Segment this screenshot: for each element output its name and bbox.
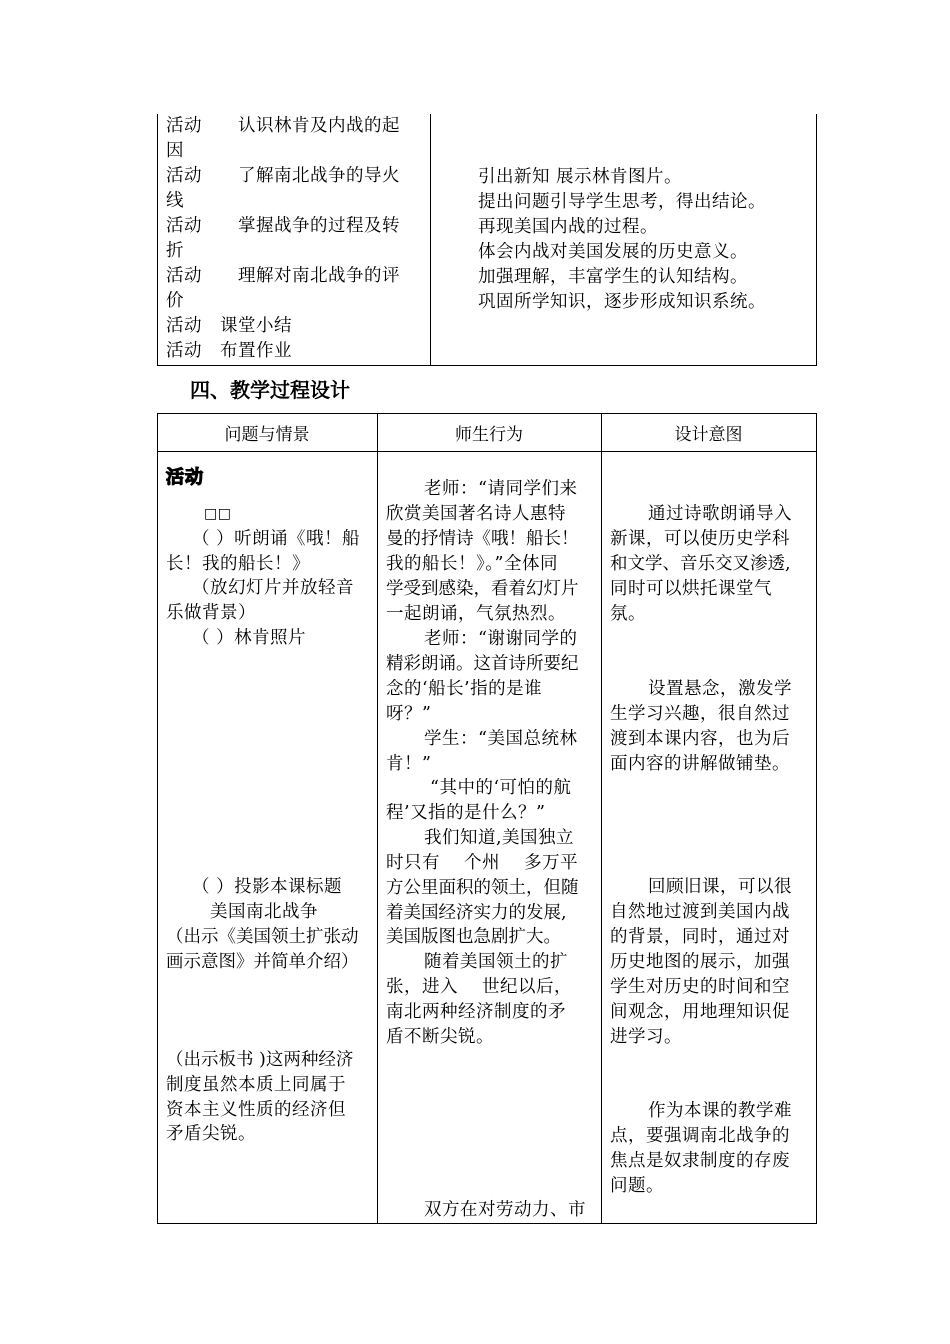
top-table-border-left — [157, 114, 158, 365]
top-right-line: 引出新知 展示林肯图片。 — [478, 167, 683, 187]
col2-line: 学受到感染，看着幻灯片 — [386, 579, 579, 599]
top-right-line: 加强理解，丰富学生的认知结构。 — [478, 267, 748, 287]
col2-line: 盾不断尖锐。 — [386, 1027, 494, 1047]
col2-line: 呀？” — [386, 704, 432, 724]
col2-line: 学生：“美国总统林 — [424, 729, 578, 749]
section-title: 四、教学过程设计 — [190, 378, 350, 402]
col2-line: 着美国经济实力的发展, — [386, 903, 567, 923]
header-intent: 设计意图 — [674, 425, 743, 445]
col3-line: 的背景，同时，通过对 — [610, 927, 790, 947]
col2-line: 时只有 个州 多万平 — [386, 853, 579, 873]
col2-line: 老师：“谢谢同学的 — [424, 629, 578, 649]
col2-line: 曼的抒情诗《哦！船长！ — [386, 529, 579, 549]
col2-line: 双方在对劳动力、市 — [424, 1200, 586, 1220]
col1-line: （放幻灯片并放轻音 — [192, 578, 354, 598]
col2-line: 张，进入 世纪以后， — [386, 977, 573, 997]
col1-line: （ ）投影本课标题 — [192, 877, 343, 897]
col3-line: 和文学、音乐交叉渗透, — [610, 554, 791, 574]
header-behaviors: 师生行为 — [455, 425, 523, 445]
top-left-line: 线 — [166, 191, 184, 211]
top-left-line: 折 — [166, 241, 184, 261]
col2-line: 我们知道,美国独立 — [424, 828, 575, 848]
top-right-line: 巩固所学知识，逐步形成知识系统。 — [478, 292, 766, 312]
process-table-header-divider — [157, 451, 817, 452]
col3-line: 面内容的讲解做铺垫。 — [610, 754, 790, 774]
col3-line: 同时可以烘托课堂气 — [610, 579, 772, 599]
col3-line: 生学习兴趣，很自然过 — [610, 704, 790, 724]
col3-line: 新课，可以使历史学科 — [610, 529, 790, 549]
col2-line: 欣赏美国著名诗人惠特 — [386, 504, 566, 524]
col1-line: 长！我的船长！》 — [166, 554, 310, 574]
col2-line: 一起朗诵，气氛热烈。 — [386, 604, 566, 624]
col3-line: 渡到本课内容，也为后 — [610, 729, 790, 749]
col2-line: 方公里面积的领土，但随 — [386, 878, 579, 898]
top-left-line: 价 — [166, 291, 184, 311]
col2-line: 程’又指的是什么？” — [386, 803, 546, 823]
col1-line: 画示意图》并简单介绍） — [166, 952, 359, 972]
top-table-border-bottom — [157, 365, 817, 366]
col1-line: 制度虽然本质上同属于 — [166, 1075, 346, 1095]
process-table-divider-2 — [601, 413, 602, 1223]
col3-line: 间观念，用地理知识促 — [610, 1002, 790, 1022]
top-right-line: 提出问题引导学生思考，得出结论。 — [478, 192, 766, 212]
activity-badge: 活动 — [166, 467, 204, 488]
col1-line: □□ — [204, 506, 232, 522]
col3-line: 回顾旧课，可以很 — [648, 877, 792, 897]
col3-line: 点，要强调南北战争的 — [610, 1126, 790, 1146]
top-left-line: 活动 布置作业 — [166, 341, 292, 361]
col3-line: 设置悬念，激发学 — [648, 679, 792, 699]
col2-line: “其中的‘可怕的航 — [430, 778, 572, 798]
col1-line: 美国南北战争 — [210, 902, 318, 922]
col2-line: 老师：“请同学们来 — [424, 479, 578, 499]
col3-line: 问题。 — [610, 1176, 664, 1196]
col2-line: 精彩朗诵。这首诗所要纪 — [386, 654, 579, 674]
col2-line: 美国版图也急剧扩大。 — [386, 927, 561, 947]
top-left-line: 活动 了解南北战争的导火 — [166, 166, 400, 186]
col2-line: 南北两种经济制度的矛 — [386, 1002, 566, 1022]
process-table-border-right — [816, 413, 817, 1223]
top-left-line: 活动 课堂小结 — [166, 316, 292, 336]
col3-line: 焦点是奴隶制度的存废 — [610, 1151, 790, 1171]
col2-line: 我的船长！》。”全体同 — [386, 554, 558, 574]
col2-line: 随着美国领土的扩 — [424, 952, 568, 972]
col1-line: （ ）林肯照片 — [192, 628, 307, 648]
col3-line: 氛。 — [610, 604, 646, 624]
top-table-border-middle — [430, 114, 431, 365]
col3-line: 作为本课的教学难 — [648, 1101, 792, 1121]
process-table-divider-1 — [377, 413, 378, 1223]
header-questions: 问题与情景 — [224, 425, 310, 445]
top-right-line: 体会内战对美国发展的历史意义。 — [478, 242, 748, 262]
col3-line: 通过诗歌朗诵导入 — [648, 504, 792, 524]
col1-line: 矛盾尖锐。 — [166, 1124, 256, 1144]
col1-line: 资本主义性质的经济但 — [166, 1100, 346, 1120]
col3-line: 学生对历史的时间和空 — [610, 977, 790, 997]
col1-line: 乐做背景） — [166, 603, 256, 623]
col1-line: （出示《美国领土扩张动 — [166, 927, 359, 947]
top-left-line: 活动 理解对南北战争的评 — [166, 266, 400, 286]
process-table-border-top — [157, 413, 817, 414]
top-right-line: 再现美国内战的过程。 — [478, 217, 658, 237]
top-left-line: 活动 掌握战争的过程及转 — [166, 216, 400, 236]
top-left-line: 活动 认识林肯及内战的起 — [166, 116, 400, 136]
col3-line: 历史地图的展示，加强 — [610, 952, 790, 972]
top-table-border-right — [816, 114, 817, 365]
col1-line: （出示板书 )这两种经济 — [166, 1050, 354, 1070]
col2-line: 肯！” — [386, 754, 432, 774]
col3-line: 自然地过渡到美国内战 — [610, 902, 790, 922]
col2-line: 念的‘船长’指的是谁 — [386, 679, 543, 699]
col3-line: 进学习。 — [610, 1027, 682, 1047]
top-left-line: 因 — [166, 141, 184, 161]
process-table-border-left — [157, 413, 158, 1223]
col1-line: （ ）听朗诵《哦！船 — [192, 529, 361, 549]
process-table-border-bottom — [157, 1223, 817, 1224]
